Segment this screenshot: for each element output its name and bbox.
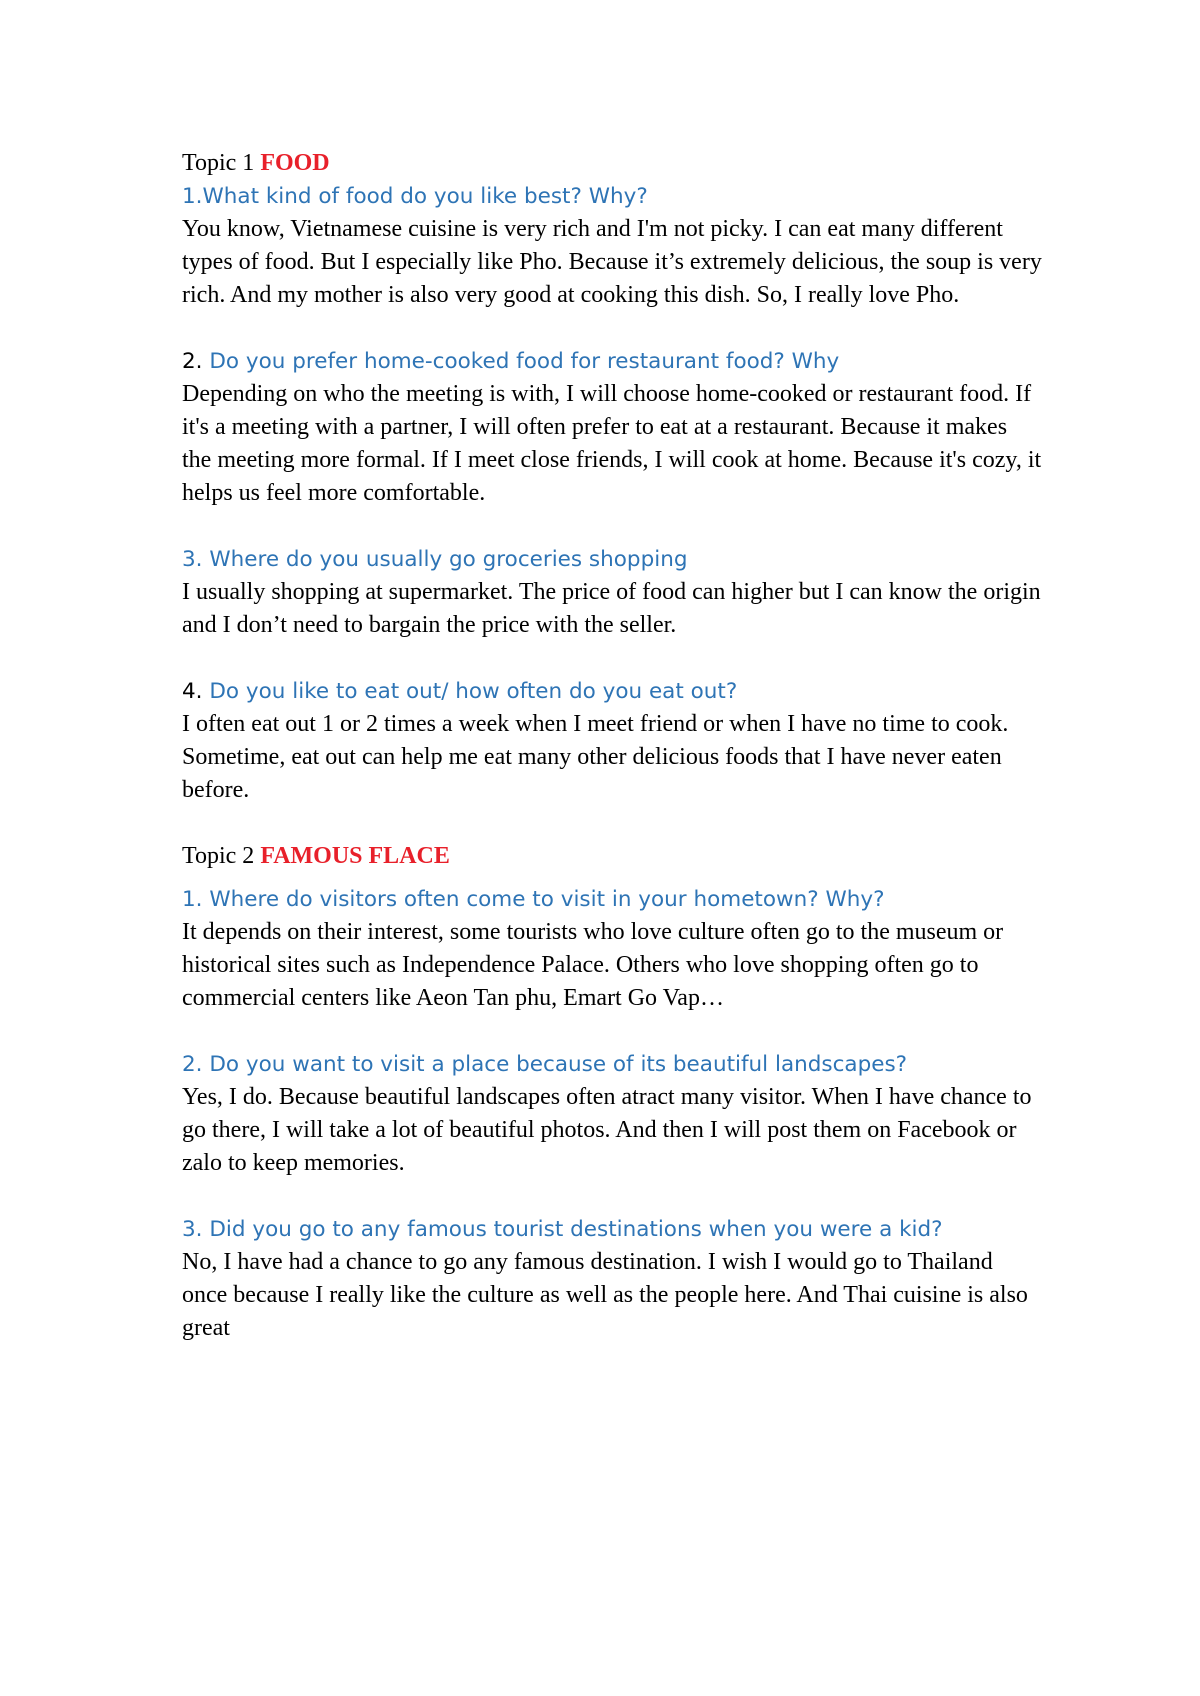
question-text: Did you go to any famous tourist destinations when you were a kid? (209, 1217, 943, 1242)
question-number: 3. (182, 1217, 203, 1242)
document-body (182, 147, 1042, 1345)
spacer (182, 510, 1042, 543)
spacer (182, 1015, 1042, 1048)
spacer (182, 1180, 1042, 1213)
topic-1-question-4 (182, 675, 1042, 708)
topic-1-question-3 (182, 543, 1042, 576)
topic-2-answer-3: No, I have had a chance to go any famous destination. I wish I would go to Thailand once because I really like the culture as well as the people here. And Thai cuisine is also great (182, 1249, 1028, 1341)
topic-2-answer-2: Yes, I do. Because beautiful landscapes often atract many visitor. When I have chance to go there, I will take a lot of beautiful photos. And then I will post them on Facebook or zalo to keep memories. (182, 1084, 1032, 1176)
topic-1-answer-3: I usually shopping at supermarket. The price of food can higher but I can know the origin and I don’t need to bargain the price with the seller. (182, 579, 1041, 638)
topic-2-question-1 (182, 883, 1042, 916)
topic-2-answer-1: It depends on their interest, some tourists who love culture often go to the museum or historical sites such as Independence Palace. Others who love shopping often go to commercial centers like Aeon Tan phu, Emart Go Vap… (182, 919, 1004, 1011)
topic-1-heading (182, 147, 1042, 180)
question-number: 1. (182, 184, 203, 209)
question-text: Where do you usually go groceries shopping (209, 547, 688, 572)
topic-2-name: FAMOUS FLACE (260, 843, 450, 869)
topic-1-prefix: Topic 1 (182, 150, 255, 176)
question-text: Do you like to eat out/ how often do you eat out? (209, 679, 738, 704)
topic-1-answer-4: I often eat out 1 or 2 times a week when I meet friend or when I have no time to cook. Sometime, eat out can help me eat many other delicious foods that I have never eaten before. (182, 711, 1009, 803)
topic-1-question-1 (182, 180, 1042, 213)
spacer (182, 807, 1042, 840)
topic-1-question-2 (182, 345, 1042, 378)
topic-2-heading (182, 840, 1042, 873)
question-text: Where do visitors often come to visit in your hometown? Why? (209, 887, 885, 912)
question-number: 1. (182, 887, 203, 912)
spacer (182, 873, 1042, 883)
topic-2-question-3 (182, 1213, 1042, 1246)
question-number: 2. (182, 1052, 203, 1077)
question-text: What kind of food do you like best? Why? (202, 184, 648, 209)
question-number: 2. (182, 349, 203, 374)
spacer (182, 312, 1042, 345)
question-number: 4. (182, 679, 203, 704)
question-number: 3. (182, 547, 203, 572)
spacer (182, 642, 1042, 675)
question-text: Do you want to visit a place because of its beautiful landscapes? (209, 1052, 908, 1077)
topic-1-answer-1: You know, Vietnamese cuisine is very rich and I'm not picky. I can eat many different types of food. But I especially like Pho. Because it’s extremely delicious, the soup is very rich. And my mother is also very good at cooking this dish. So, I really love Pho. (182, 216, 1042, 308)
topic-2-prefix: Topic 2 (182, 843, 255, 869)
topic-1-name: FOOD (260, 150, 330, 176)
topic-2-question-2 (182, 1048, 1042, 1081)
question-text: Do you prefer home-cooked food for restaurant food? Why (209, 349, 840, 374)
topic-1-answer-2: Depending on who the meeting is with, I will choose home-cooked or restaurant food. If it's a meeting with a partner, I will often prefer to eat at a restaurant. Because it makes the meeting more formal. If I meet close friends, I will cook at home. Because it's cozy, it helps us feel more comfortable. (182, 381, 1042, 506)
